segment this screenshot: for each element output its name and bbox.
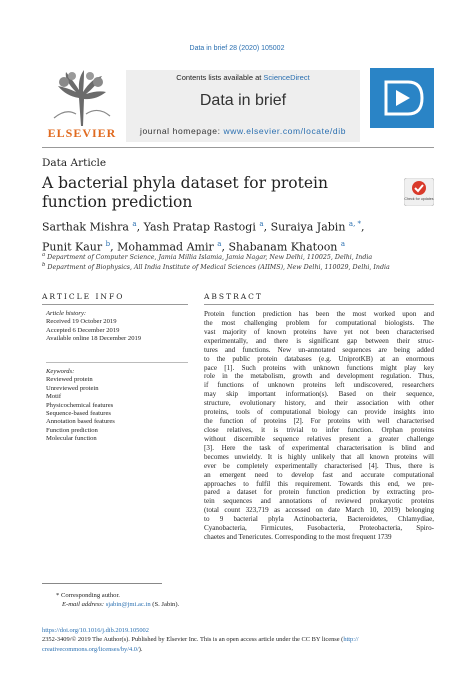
email-link[interactable]: sjabin@jmi.ac.in bbox=[105, 601, 151, 608]
abstract-line: vast majority of known proteins have yet not been characterised bbox=[204, 327, 434, 336]
abstract-line: (total count 323,719 as accessed on date March 10, 2019) belonging bbox=[204, 506, 434, 515]
abstract-line: pace [1]. Such proteins with unknown functions might play key bbox=[204, 363, 434, 372]
author-affiliation-mark[interactable]: a, * bbox=[348, 220, 362, 228]
abstract-line: may skip important information(s). Based on their sequence, bbox=[204, 390, 434, 399]
history-accepted: Accepted 6 December 2019 bbox=[46, 326, 120, 334]
abstract-line: becomes unwieldy. It is highly unlikely that all known proteins will bbox=[204, 452, 434, 461]
affiliation-mark: a bbox=[42, 252, 46, 258]
abstract-line: the function of proteins [2]. For proteins with well characterised bbox=[204, 417, 434, 426]
corresponding-author-footnote bbox=[56, 591, 179, 609]
keyword-item: Physicochemical features bbox=[46, 401, 114, 409]
abstract-line: tein sequences and annotations of reviewed prokaryotic proteins bbox=[204, 497, 434, 506]
history-label: Article history: bbox=[46, 310, 87, 317]
abstract-line: an emergent need to develop fast and accurate computational bbox=[204, 470, 434, 479]
homepage-link[interactable]: www.elsevier.com/locate/dib bbox=[223, 126, 347, 136]
author-affiliation-mark[interactable]: a bbox=[132, 220, 137, 228]
check-for-updates-icon[interactable] bbox=[404, 178, 434, 206]
abstract-line: ever be completely experimentally characterised [4]. Thus, there is bbox=[204, 461, 434, 470]
author-affiliation-mark[interactable]: a bbox=[259, 220, 264, 228]
keyword-item: Molecular function bbox=[46, 435, 97, 443]
keyword-item: Reviewed protein bbox=[46, 376, 93, 384]
abstract-line: proteins, tools of computational biology can provide insights into bbox=[204, 408, 434, 417]
abstract-line: without discernible sequence relatives present a greater challenge bbox=[204, 434, 434, 443]
keyword-item: Sequence-based features bbox=[46, 410, 111, 418]
corresponding-label: Corresponding author. bbox=[60, 592, 120, 599]
elsevier-wordmark: ELSEVIER bbox=[47, 126, 117, 140]
keywords-label: Keywords: bbox=[46, 368, 75, 375]
author-name[interactable]: Suraiya Jabin bbox=[270, 220, 346, 234]
license-link-part2[interactable]: creativecommons.org/licenses/by/4.0/ bbox=[42, 645, 139, 653]
author-name[interactable]: Sarthak Mishra bbox=[42, 220, 129, 234]
author-affiliation-mark[interactable]: a bbox=[217, 239, 222, 248]
abstract-line: role in the metabolism, growth and development regulation. Thus, bbox=[204, 372, 434, 381]
history-online: Available online 18 December 2019 bbox=[46, 335, 142, 343]
homepage-prefix: journal homepage: bbox=[139, 126, 224, 136]
data-in-brief-logo bbox=[370, 68, 434, 128]
doi-copyright-block bbox=[42, 626, 434, 654]
keyword-item: Function prediction bbox=[46, 426, 98, 434]
affiliation-text: Department of Computer Science, Jamia Millia Islamia, Jamia Nagar, New Delhi, 110025, Delhi, India bbox=[47, 254, 373, 262]
abstract-line: Cyanobacteria, Firmicutes, Fusobacteria, Proteobacteria, Spiro- bbox=[204, 524, 434, 533]
email-label: E-mail address: bbox=[62, 601, 106, 608]
email-suffix: (S. Jabin). bbox=[150, 601, 180, 608]
copyright-line bbox=[42, 635, 434, 644]
header-divider bbox=[42, 147, 434, 148]
abstract-divider bbox=[204, 304, 434, 305]
footnote-mark: * bbox=[56, 592, 60, 599]
keyword-item: Annotation based features bbox=[46, 418, 115, 426]
journal-title: Data in brief bbox=[199, 92, 287, 109]
sciencedirect-link[interactable]: ScienceDirect bbox=[263, 73, 310, 82]
abstract-line: to 9 bacterial phyla Actinobacteria, Bacteroidetes, Chlamydiae, bbox=[204, 515, 434, 524]
affiliation-b bbox=[42, 262, 390, 271]
elsevier-tree-logo bbox=[46, 68, 116, 128]
abstract-line: close relatives, it is trivial to infer function. Orphan proteins bbox=[204, 425, 434, 434]
corresponding-line bbox=[56, 591, 179, 600]
journal-citation[interactable]: Data in brief 28 (2020) 105002 bbox=[189, 45, 285, 52]
author-affiliation-mark[interactable]: b bbox=[105, 239, 111, 248]
abstract-line: Protein function prediction has been the most worked upon and bbox=[204, 310, 434, 318]
author-name[interactable]: Yash Pratap Rastogi bbox=[143, 220, 256, 234]
author-line-1: Sarthak Mishra $^a$, Yash Pratap Rastogi $^a$, Suraiya Jabin $^{a, *}$, bbox=[42, 220, 365, 234]
author-affiliation-mark[interactable]: a bbox=[340, 239, 346, 248]
keywords bbox=[46, 368, 115, 444]
author-name[interactable]: Shabanam Khatoon bbox=[228, 240, 338, 254]
affiliation-a bbox=[42, 252, 372, 261]
abstract-line: to the public protein databases (e.g. UniprotKB) at an enormous bbox=[204, 354, 434, 363]
abstract-line: the most challenging problem for computational biologists. The bbox=[204, 318, 434, 327]
license-link-part1[interactable]: http:// bbox=[343, 636, 359, 644]
abstract-heading: ABSTRACT bbox=[204, 292, 263, 301]
article-title: A bacterial phyla dataset for protein function prediction bbox=[42, 174, 328, 211]
copyright-text: 2352-3409/© 2019 The Author(s). Published by Elsevier Inc. This is an open access article under the CC BY license ( bbox=[42, 636, 344, 644]
journal-homepage bbox=[126, 126, 360, 136]
crossmark-label: Check for updates bbox=[404, 197, 434, 201]
affiliation-text: Department of Biophysics, All India Institute of Medical Sciences (AIIMS), New Delhi, 110029, Delhi, India bbox=[47, 264, 390, 272]
author-name[interactable]: Mohammad Amir bbox=[117, 240, 214, 254]
contents-prefix: Contents lists available at bbox=[176, 73, 264, 82]
article-type: Data Article bbox=[42, 157, 107, 169]
abstract-line: tures and functions. New un-annotated sequences are being added bbox=[204, 345, 434, 354]
abstract-line: approaches to fulfil this requirement. Towards this end, we pre- bbox=[204, 479, 434, 488]
email-line bbox=[56, 600, 179, 609]
footnote-divider bbox=[42, 583, 162, 584]
abstract-line: pared a dataset for protein function prediction by extracting pro- bbox=[204, 488, 434, 497]
history-received: Received 19 October 2019 bbox=[46, 318, 117, 326]
author-list bbox=[42, 216, 432, 255]
license-line bbox=[42, 645, 434, 654]
author-name[interactable]: Punit Kaur bbox=[42, 240, 103, 254]
abstract-line: structure, evolutionary history, and their association with other bbox=[204, 399, 434, 408]
abstract-body bbox=[204, 310, 434, 542]
abstract-line: [3]. Here the task of experimental characterisation is blind and bbox=[204, 443, 434, 452]
contents-availability bbox=[126, 70, 360, 82]
article-history bbox=[46, 310, 141, 344]
author-line-2: Punit Kaur $^b$, Mohammad Amir $^a$, Shabanam Khatoon $^a$ bbox=[42, 239, 346, 254]
doi-link[interactable]: https://doi.org/10.1016/j.dib.2019.105002 bbox=[42, 627, 149, 634]
affiliation-mark: b bbox=[42, 262, 46, 268]
abstract-line: if functions of unknown proteins left undiscovered, researchers bbox=[204, 381, 434, 390]
keyword-item: Unreviewed protein bbox=[46, 384, 99, 392]
abstract-line: experimentally, and there is significant gap between their struc- bbox=[204, 336, 434, 345]
article-info-divider bbox=[42, 304, 188, 305]
article-info-inner-divider bbox=[46, 362, 188, 363]
license-closing: ). bbox=[138, 645, 143, 653]
keyword-item: Motif bbox=[46, 393, 62, 401]
article-info-heading: ARTICLE INFO bbox=[42, 292, 125, 301]
abstract-line: chaetes and Tenericutes. Corresponding to the most frequent 1739 bbox=[204, 533, 392, 542]
